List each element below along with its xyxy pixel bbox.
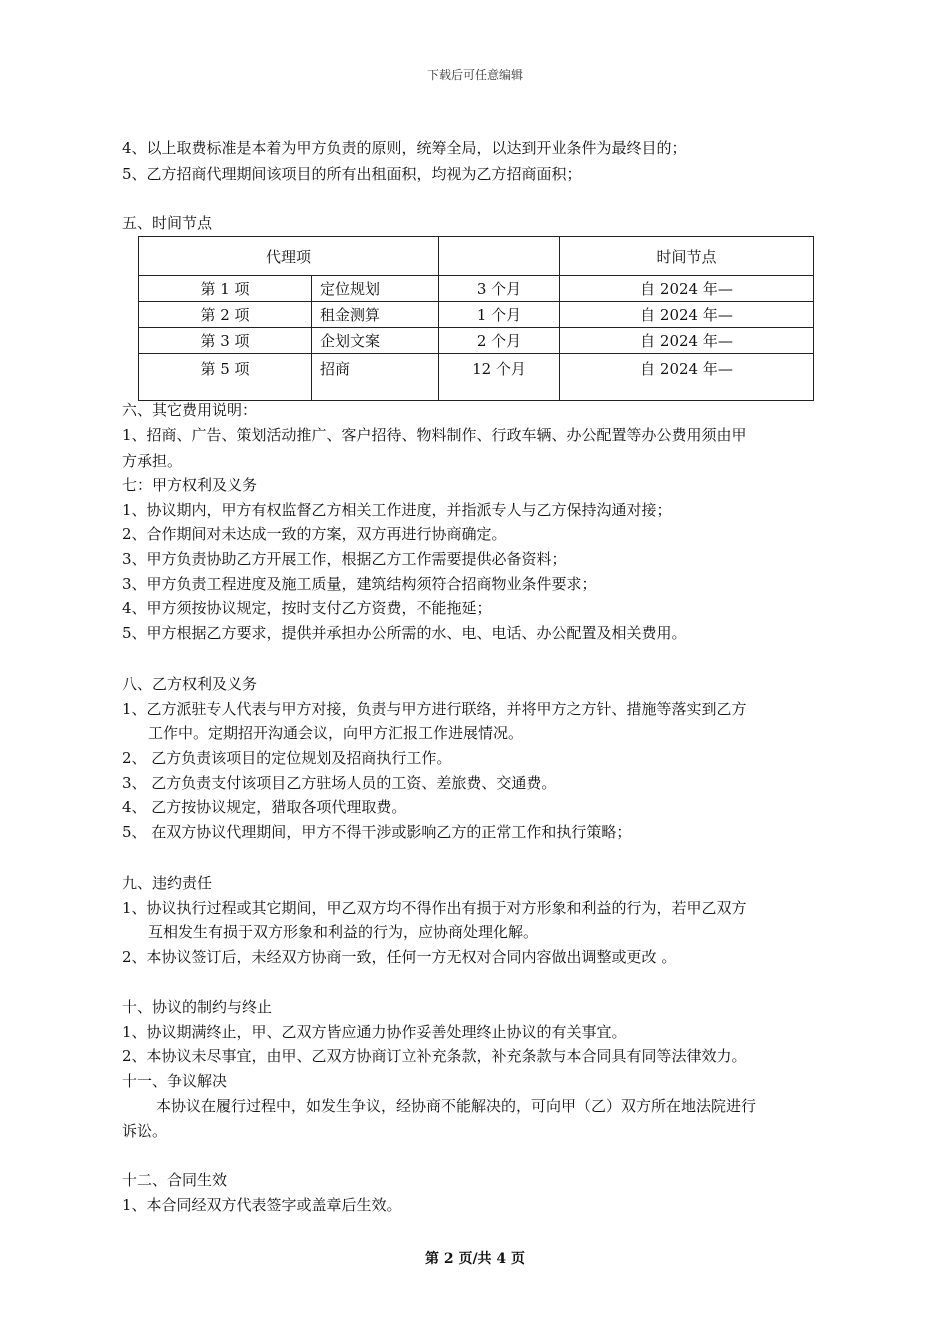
section-7-item: 3、甲方负责协助乙方开展工作，根据乙方工作需要提供必备资料； — [122, 550, 567, 568]
header-blank — [439, 237, 560, 276]
section-7-item: 4、甲方须按协议规定，按时支付乙方资费，不能拖延； — [122, 599, 492, 617]
row-no: 第 5 项 — [139, 354, 312, 401]
row-from: 自 2024 年— — [560, 276, 814, 302]
section-7-item: 1、协议期内，甲方有权监督乙方相关工作进度，并指派专人与乙方保持沟通对接； — [122, 501, 672, 519]
section-11-line: 诉讼。 — [122, 1122, 168, 1140]
row-duration: 2 个月 — [439, 328, 560, 354]
page-header: 下载后可任意编辑 — [426, 68, 523, 82]
section-6-title: 六、其它费用说明： — [122, 401, 258, 419]
section-10-line: 2、本协议未尽事宜，由甲、乙双方协商订立补充条款，补充条款与本合同具有同等法律效力。 — [122, 1047, 747, 1065]
header-time: 时间节点 — [560, 237, 814, 276]
table-row — [139, 328, 814, 354]
row-from: 自 2024 年— — [560, 354, 814, 401]
row-duration: 12 个月 — [439, 354, 560, 401]
table-header-row — [139, 237, 814, 276]
row-from: 自 2024 年— — [560, 302, 814, 328]
row-from: 自 2024 年— — [560, 328, 814, 354]
section-8-line: 5、 在双方协议代理期间，甲方不得干涉或影响乙方的正常工作和执行策略； — [122, 823, 632, 841]
row-duration: 1 个月 — [439, 302, 560, 328]
section-5-title: 五、时间节点 — [122, 214, 213, 232]
section-10-title: 十、协议的制约与终止 — [122, 998, 273, 1016]
section-8-line: 1、乙方派驻专人代表与甲方对接，负责与甲方进行联络，并将甲方之方针、措施等落实到乙方 — [122, 700, 747, 718]
section-9-line: 1、协议执行过程或其它期间，甲乙双方均不得作出有损于对方形象和利益的行为，若甲乙双方 — [122, 899, 747, 917]
section-9-title: 九、违约责任 — [122, 874, 213, 892]
row-no: 第 2 项 — [139, 302, 312, 328]
table-row — [139, 354, 814, 401]
section-11-line: 本协议在履行过程中，如发生争议，经协商不能解决的，可向甲（乙）双方所在地法院进行 — [156, 1097, 757, 1115]
row-name: 招商 — [312, 354, 439, 401]
row-name: 租金测算 — [312, 302, 439, 328]
section-8-line: 2、 乙方负责该项目的定位规划及招商执行工作。 — [122, 749, 452, 767]
section-11-title: 十一、争议解决 — [122, 1072, 228, 1090]
row-name: 定位规划 — [312, 276, 439, 302]
section-7-title: 七：甲方权利及义务 — [122, 476, 258, 494]
section-9-line: 互相发生有损于双方形象和利益的行为，应协商处理化解。 — [148, 923, 539, 941]
section-12-line: 1、本合同经双方代表签字或盖章后生效。 — [122, 1196, 402, 1214]
row-name: 企划文案 — [312, 328, 439, 354]
section-6-line: 方承担。 — [122, 452, 183, 470]
section-9-line: 2、本协议签订后，未经双方协商一致，任何一方无权对合同内容做出调整或更改 。 — [122, 948, 677, 966]
section-8-line: 4、 乙方按协议规定，猎取各项代理取费。 — [122, 798, 407, 816]
header-item: 代理项 — [139, 237, 439, 276]
section-12-title: 十二、合同生效 — [122, 1171, 228, 1189]
timeline-table — [138, 236, 814, 401]
page-footer: 第 2 页/共 4 页 — [424, 1251, 526, 1267]
row-duration: 3 个月 — [439, 276, 560, 302]
table-row — [139, 276, 814, 302]
section-6-line: 1、招商、广告、策划活动推广、客户招待、物料制作、行政车辆、办公配置等办公费用须由甲 — [122, 426, 747, 444]
fee-note-5: 5、乙方招商代理期间该项目的所有出租面积，均视为乙方招商面积； — [122, 165, 582, 183]
row-no: 第 1 项 — [139, 276, 312, 302]
section-8-title: 八、乙方权利及义务 — [122, 675, 258, 693]
section-8-line: 工作中。定期招开沟通会议，向甲方汇报工作进展情况。 — [148, 724, 524, 742]
section-7-item: 3、甲方负责工程进度及施工质量，建筑结构须符合招商物业条件要求； — [122, 575, 597, 593]
section-7-item: 2、合作期间对未达成一致的方案，双方再进行协商确定。 — [122, 525, 507, 543]
section-7-item: 5、甲方根据乙方要求，提供并承担办公所需的水、电、电话、办公配置及相关费用。 — [122, 624, 687, 642]
row-no: 第 3 项 — [139, 328, 312, 354]
section-8-line: 3、 乙方负责支付该项目乙方驻场人员的工资、差旅费、交通费。 — [122, 774, 557, 792]
table-row — [139, 302, 814, 328]
fee-note-4: 4、以上取费标准是本着为甲方负责的原则，统筹全局，以达到开业条件为最终目的； — [122, 139, 687, 157]
section-10-line: 1、协议期满终止，甲、乙双方皆应通力协作妥善处理终止协议的有关事宜。 — [122, 1023, 627, 1041]
